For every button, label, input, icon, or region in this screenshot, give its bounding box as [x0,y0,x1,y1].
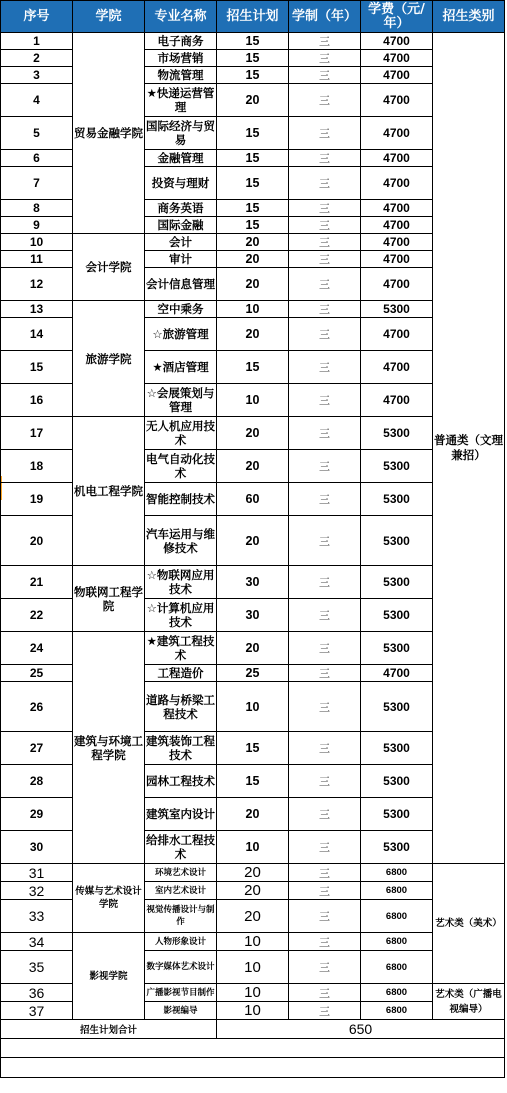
study-years: 三 [289,765,361,798]
table-row [1,632,505,665]
plan-count: 10 [217,1002,289,1020]
major-name: 金融管理 [145,150,217,167]
plan-count: 20 [217,450,289,483]
college-cell: 机电工程学院 [73,417,145,566]
tuition-fee: 4700 [361,67,433,84]
plan-count: 15 [217,117,289,150]
blank-row [1,1058,505,1078]
major-name: 数字媒体艺术设计 [145,951,217,984]
major-name: 市场营销 [145,50,217,67]
major-name: 影视编导 [145,1002,217,1020]
study-years: 三 [289,516,361,566]
plan-count: 10 [217,831,289,864]
total-label: 招生计划合计 [1,1020,217,1039]
row-seq: 12 [1,268,73,301]
plan-count: 10 [217,933,289,951]
row-seq: 37 [1,1002,73,1020]
row-seq: 19 [1,483,73,516]
study-years: 三 [289,384,361,417]
study-years: 三 [289,984,361,1002]
table-row [1,864,505,882]
plan-count: 20 [217,900,289,933]
plan-count: 15 [217,732,289,765]
study-years: 三 [289,882,361,900]
row-seq: 32 [1,882,73,900]
college-cell: 影视学院 [73,933,145,1020]
plan-count: 15 [217,50,289,67]
study-years: 三 [289,599,361,632]
tuition-fee: 4700 [361,268,433,301]
study-years: 三 [289,864,361,882]
major-name: 电子商务 [145,33,217,50]
study-years: 三 [289,682,361,732]
plan-count: 20 [217,251,289,268]
tuition-fee: 4700 [361,217,433,234]
major-name: ☆物联网应用技术 [145,566,217,599]
tuition-fee: 5300 [361,798,433,831]
header-college: 学院 [73,1,145,33]
study-years: 三 [289,900,361,933]
header-seq: 序号 [1,1,73,33]
major-name: 审计 [145,251,217,268]
study-years: 三 [289,632,361,665]
study-years: 三 [289,117,361,150]
study-years: 三 [289,798,361,831]
row-seq: 31 [1,864,73,882]
blank-row [1,1039,505,1058]
row-seq: 22 [1,599,73,632]
major-name: 室内艺术设计 [145,882,217,900]
major-name: 空中乘务 [145,301,217,318]
tuition-fee: 6800 [361,984,433,1002]
header-fee: 学费（元/年） [361,1,433,33]
row-seq: 5 [1,117,73,150]
row-seq: 18 [1,450,73,483]
study-years: 三 [289,167,361,200]
plan-count: 20 [217,84,289,117]
major-name: 商务英语 [145,200,217,217]
tuition-fee: 4700 [361,50,433,67]
row-seq: 33 [1,900,73,933]
plan-count: 15 [217,33,289,50]
major-name: 汽车运用与维修技术 [145,516,217,566]
study-years: 三 [289,301,361,318]
header-years: 学制（年） [289,1,361,33]
tuition-fee: 5300 [361,732,433,765]
tuition-fee: 5300 [361,831,433,864]
category-cell: 普通类（文理兼招） [433,33,505,864]
major-name: 会计 [145,234,217,251]
major-name: 智能控制技术 [145,483,217,516]
tuition-fee: 6800 [361,1002,433,1020]
study-years: 三 [289,318,361,351]
study-years: 三 [289,732,361,765]
row-seq: 15 [1,351,73,384]
major-name: 工程造价 [145,665,217,682]
major-name: 建筑室内设计 [145,798,217,831]
study-years: 三 [289,450,361,483]
tuition-fee: 4700 [361,665,433,682]
study-years: 三 [289,50,361,67]
study-years: 三 [289,84,361,117]
major-name: 投资与理财 [145,167,217,200]
row-seq: 13 [1,301,73,318]
tuition-fee: 4700 [361,84,433,117]
table-row [1,417,505,450]
study-years: 三 [289,200,361,217]
row-seq: 34 [1,933,73,951]
table-row [1,566,505,599]
study-years: 三 [289,268,361,301]
tuition-fee: 5300 [361,483,433,516]
plan-count: 10 [217,951,289,984]
row-seq: 1 [1,33,73,50]
study-years: 三 [289,417,361,450]
plan-count: 20 [217,318,289,351]
row-seq: 14 [1,318,73,351]
study-years: 三 [289,351,361,384]
plan-count: 10 [217,384,289,417]
blank-cell [1,1039,505,1058]
plan-count: 15 [217,200,289,217]
major-name: 国际金融 [145,217,217,234]
header-category: 招生类别 [433,1,505,33]
tuition-fee: 5300 [361,450,433,483]
row-seq: 30 [1,831,73,864]
row-seq: 10 [1,234,73,251]
study-years: 三 [289,33,361,50]
row-seq: 8 [1,200,73,217]
row-seq: 26 [1,682,73,732]
tuition-fee: 5300 [361,682,433,732]
tuition-fee: 6800 [361,933,433,951]
category-cell: 艺术类（美术） [433,864,505,984]
plan-count: 20 [217,516,289,566]
tuition-fee: 4700 [361,384,433,417]
tuition-fee: 6800 [361,882,433,900]
table-row [1,301,505,318]
header-major: 专业名称 [145,1,217,33]
study-years: 三 [289,217,361,234]
tuition-fee: 4700 [361,150,433,167]
major-name: ★快递运营管理 [145,84,217,117]
major-name: ☆旅游管理 [145,318,217,351]
header-row [1,1,505,33]
study-years: 三 [289,150,361,167]
row-seq: 17 [1,417,73,450]
tuition-fee: 5300 [361,417,433,450]
study-years: 三 [289,251,361,268]
row-seq: 7 [1,167,73,200]
tuition-fee: 4700 [361,33,433,50]
tuition-fee: 5300 [361,765,433,798]
row-seq: 28 [1,765,73,798]
college-cell: 传媒与艺术设计学院 [73,864,145,933]
study-years: 三 [289,665,361,682]
row-seq: 35 [1,951,73,984]
plan-count: 25 [217,665,289,682]
tuition-fee: 4700 [361,167,433,200]
major-name: 人物形象设计 [145,933,217,951]
major-name: 无人机应用技术 [145,417,217,450]
study-years: 三 [289,933,361,951]
plan-count: 60 [217,483,289,516]
total-value: 650 [217,1020,505,1039]
study-years: 三 [289,831,361,864]
blank-cell [1,1058,505,1078]
row-seq: 4 [1,84,73,117]
major-name: ☆会展策划与管理 [145,384,217,417]
tuition-fee: 4700 [361,200,433,217]
plan-count: 15 [217,67,289,84]
major-name: ★酒店管理 [145,351,217,384]
tuition-fee: 4700 [361,251,433,268]
college-cell: 建筑与环境工程学院 [73,632,145,864]
major-name: 视觉传播设计与制作 [145,900,217,933]
college-cell: 物联网工程学院 [73,566,145,632]
study-years: 三 [289,566,361,599]
row-seq: 9 [1,217,73,234]
tuition-fee: 6800 [361,864,433,882]
major-name: 会计信息管理 [145,268,217,301]
table-row [1,933,505,951]
row-seq: 21 [1,566,73,599]
major-name: 环境艺术设计 [145,864,217,882]
tuition-fee: 6800 [361,951,433,984]
college-cell: 会计学院 [73,234,145,301]
tuition-fee: 4700 [361,234,433,251]
plan-count: 15 [217,351,289,384]
plan-count: 30 [217,566,289,599]
row-seq: 24 [1,632,73,665]
header-plan: 招生计划 [217,1,289,33]
tuition-fee: 4700 [361,318,433,351]
plan-count: 20 [217,882,289,900]
major-name: ☆计算机应用技术 [145,599,217,632]
row-seq: 11 [1,251,73,268]
plan-count: 20 [217,864,289,882]
study-years: 三 [289,234,361,251]
tuition-fee: 5300 [361,566,433,599]
plan-count: 15 [217,167,289,200]
row-seq: 3 [1,67,73,84]
tuition-fee: 5300 [361,632,433,665]
study-years: 三 [289,951,361,984]
major-name: ★建筑工程技术 [145,632,217,665]
row-seq: 29 [1,798,73,831]
plan-count: 10 [217,682,289,732]
study-years: 三 [289,67,361,84]
plan-count: 15 [217,765,289,798]
plan-count: 10 [217,984,289,1002]
tuition-fee: 4700 [361,117,433,150]
college-cell: 贸易金融学院 [73,33,145,234]
plan-count: 20 [217,632,289,665]
study-years: 三 [289,1002,361,1020]
plan-count: 20 [217,268,289,301]
tuition-fee: 4700 [361,351,433,384]
row-seq: 25 [1,665,73,682]
college-cell: 旅游学院 [73,301,145,417]
study-years: 三 [289,483,361,516]
row-seq: 27 [1,732,73,765]
plan-count: 15 [217,150,289,167]
tuition-fee: 5300 [361,599,433,632]
major-name: 建筑装饰工程技术 [145,732,217,765]
plan-count: 20 [217,798,289,831]
row-seq: 2 [1,50,73,67]
tuition-fee: 5300 [361,516,433,566]
major-name: 给排水工程技术 [145,831,217,864]
row-seq: 20 [1,516,73,566]
plan-count: 20 [217,234,289,251]
tuition-fee: 5300 [361,301,433,318]
plan-count: 15 [217,217,289,234]
major-name: 物流管理 [145,67,217,84]
table-row [1,33,505,50]
major-name: 园林工程技术 [145,765,217,798]
plan-count: 30 [217,599,289,632]
major-name: 道路与桥梁工程技术 [145,682,217,732]
row-seq: 16 [1,384,73,417]
row-seq: 6 [1,150,73,167]
major-name: 电气自动化技术 [145,450,217,483]
row-seq: 36 [1,984,73,1002]
tuition-fee: 6800 [361,900,433,933]
major-name: 国际经济与贸易 [145,117,217,150]
category-cell: 艺术类（广播电视编导） [433,984,505,1020]
plan-count: 10 [217,301,289,318]
major-name: 广播影视节目制作 [145,984,217,1002]
table-row [1,234,505,251]
plan-count: 20 [217,417,289,450]
total-row [1,1020,505,1039]
